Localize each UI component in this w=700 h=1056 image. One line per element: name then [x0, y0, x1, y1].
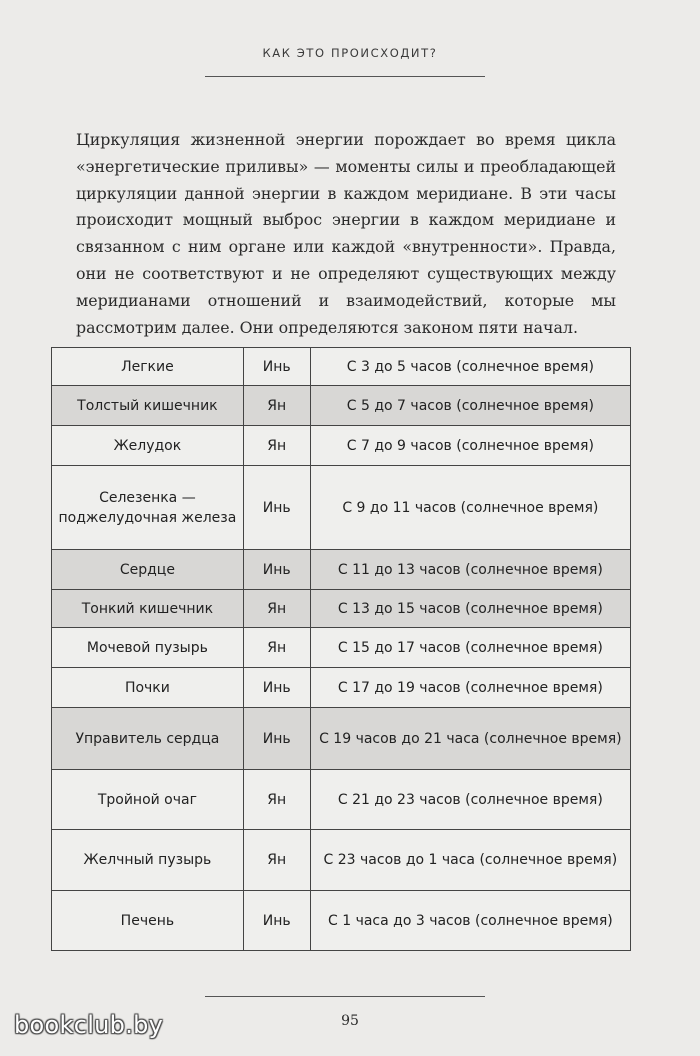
time-cell: С 3 до 5 часов (солнечное время) [310, 348, 630, 386]
table-row [52, 830, 631, 891]
table-row [52, 668, 631, 708]
yin-yang-cell: Инь [243, 348, 310, 386]
body-paragraph: Циркуляция жизненной энергии порождает во время цикла «энергетические приливы» — моменты силы и преобладающей циркуляции данной энергии в каждом меридиане. В эти часы происходит мощный выброс энергии в каждом меридиане и связанном с ним органе или каждой «внутренности». Правда, они не соответствуют и не определяют существующих между меридианами отношений и взаимодействий, которые мы рассмотрим далее. Они определяются законом пяти начал. [76, 130, 616, 337]
yin-yang-cell: Инь [243, 550, 310, 590]
yin-yang-cell: Ян [243, 386, 310, 426]
meridian-schedule-table [51, 347, 631, 950]
table-row [52, 708, 631, 770]
time-cell: С 21 до 23 часов (солнечное время) [310, 770, 630, 830]
table-row [52, 386, 631, 426]
yin-yang-cell: Ян [243, 770, 310, 830]
yin-yang-cell: Инь [243, 708, 310, 770]
table-row [52, 590, 631, 628]
table-row [52, 348, 631, 386]
organ-cell: Желудок [52, 426, 244, 466]
yin-yang-cell: Инь [243, 466, 310, 550]
time-cell: С 5 до 7 часов (солнечное время) [310, 386, 630, 426]
table-row [52, 466, 631, 550]
page-number: 95 [341, 1013, 359, 1029]
organ-cell: Тройной очаг [52, 770, 244, 830]
time-cell: С 7 до 9 часов (солнечное время) [310, 426, 630, 466]
organ-cell: Почки [52, 668, 244, 708]
organ-cell: Селезенка — поджелудочная железа [52, 466, 244, 550]
time-cell: С 9 до 11 часов (солнечное время) [310, 466, 630, 550]
organ-cell: Управитель сердца [52, 708, 244, 770]
organ-cell: Легкие [52, 348, 244, 386]
table-row [52, 891, 631, 951]
header-divider [205, 76, 485, 77]
table-row [52, 770, 631, 830]
yin-yang-cell: Инь [243, 668, 310, 708]
watermark-logo: bookclub.by [14, 1011, 164, 1039]
yin-yang-cell: Ян [243, 830, 310, 891]
time-cell: С 1 часа до 3 часов (солнечное время) [310, 891, 630, 951]
table-row [52, 550, 631, 590]
organ-cell: Печень [52, 891, 244, 951]
organ-cell: Толстый кишечник [52, 386, 244, 426]
running-header: КАК ЭТО ПРОИСХОДИТ? [262, 46, 438, 60]
organ-cell: Желчный пузырь [52, 830, 244, 891]
organ-cell: Сердце [52, 550, 244, 590]
time-cell: С 11 до 13 часов (солнечное время) [310, 550, 630, 590]
time-cell: С 15 до 17 часов (солнечное время) [310, 628, 630, 668]
time-cell: С 17 до 19 часов (солнечное время) [310, 668, 630, 708]
time-cell: С 13 до 15 часов (солнечное время) [310, 590, 630, 628]
yin-yang-cell: Ян [243, 590, 310, 628]
yin-yang-cell: Инь [243, 891, 310, 951]
footer-divider [205, 996, 485, 997]
table-row [52, 628, 631, 668]
organ-cell: Тонкий кишечник [52, 590, 244, 628]
organ-cell: Мочевой пузырь [52, 628, 244, 668]
table-row [52, 426, 631, 466]
time-cell: С 19 часов до 21 часа (солнечное время) [310, 708, 630, 770]
yin-yang-cell: Ян [243, 628, 310, 668]
yin-yang-cell: Ян [243, 426, 310, 466]
time-cell: С 23 часов до 1 часа (солнечное время) [310, 830, 630, 891]
